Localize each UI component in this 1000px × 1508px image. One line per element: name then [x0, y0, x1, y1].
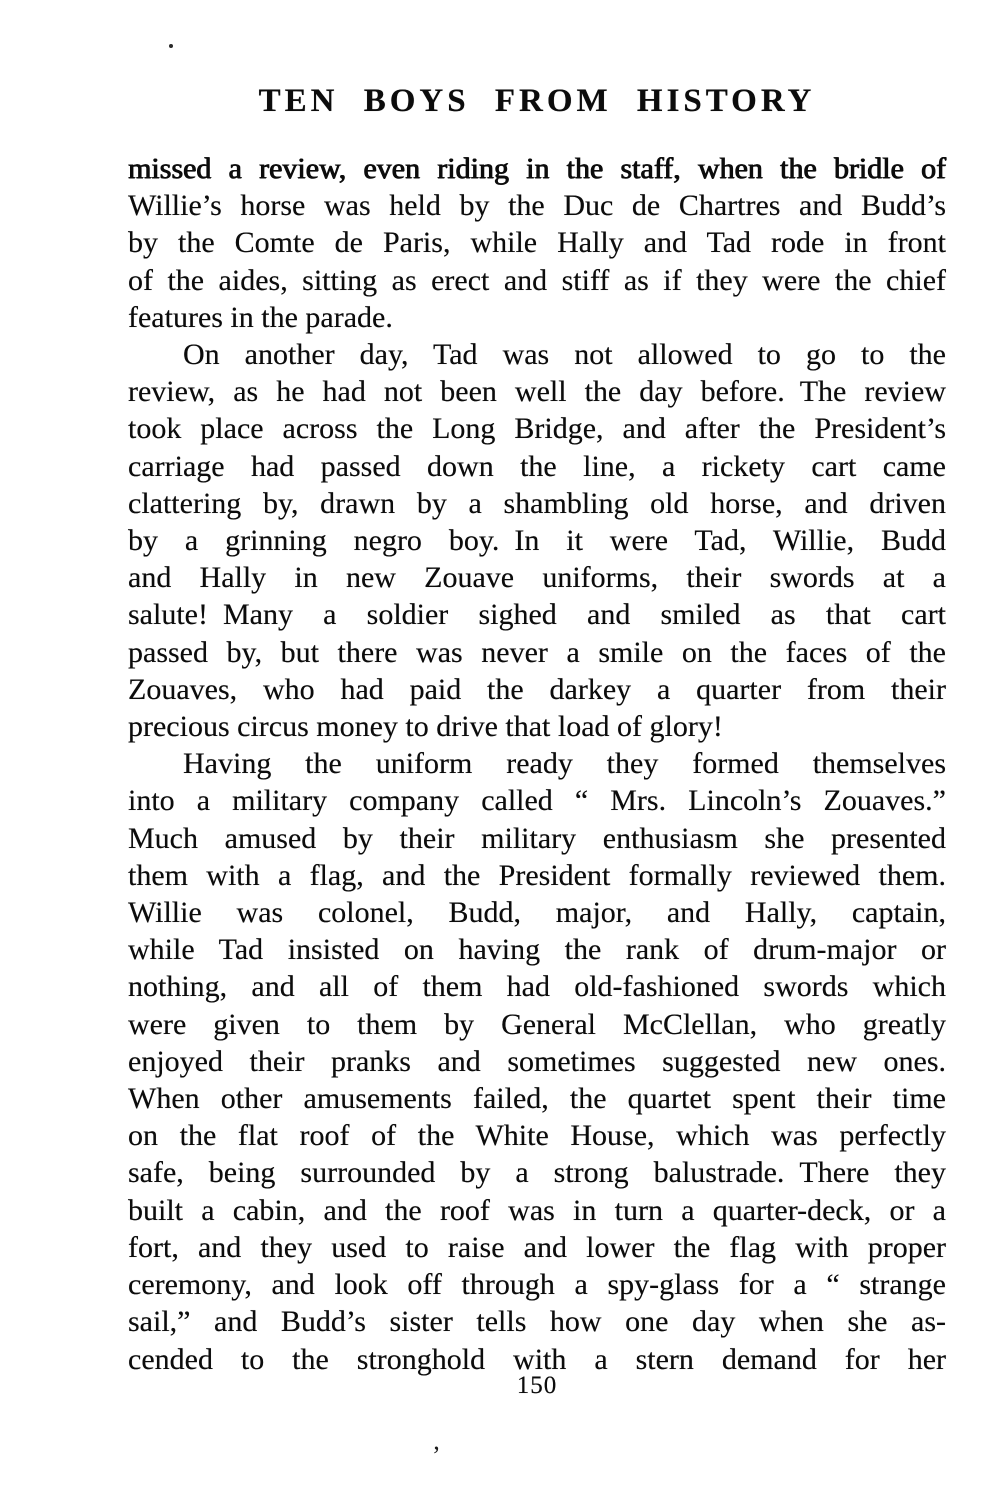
ink-speck	[169, 44, 173, 48]
text-block	[128, 150, 946, 1378]
text-line: by the Comte de Paris, while Hally and Tad rode in front	[128, 226, 946, 260]
text-line: On another day, Tad was not allowed to go to the	[183, 338, 946, 372]
stray-comma-mark: ’	[432, 1441, 441, 1470]
text-line: Willie was colonel, Budd, major, and Hally, captain,	[128, 896, 946, 930]
text-line: precious circus money to drive that load of glory!	[128, 710, 723, 744]
text-line: Zouaves, who had paid the darkey a quarter from their	[128, 672, 946, 706]
paragraph	[128, 150, 946, 336]
paragraph	[128, 745, 946, 1377]
text-line: while Tad insisted on having the rank of drum-major or	[128, 933, 946, 967]
text-line: were given to them by General McClellan, who greatly	[128, 1007, 946, 1041]
text-line: safe, being surrounded by a strong balustrade. There they	[128, 1156, 946, 1190]
text-line: built a cabin, and the roof was in turn a quarter-deck, or a	[128, 1193, 946, 1227]
text-line: and Hally in new Zouave uniforms, their swords at a	[128, 561, 946, 595]
text-line: Willie’s horse was held by the Duc de Chartres and Budd’s	[128, 189, 946, 223]
text-line: When other amusements failed, the quartet spent their time	[128, 1082, 946, 1116]
text-line: on the flat roof of the White House, which was perfectly	[128, 1119, 946, 1153]
text-line: clattering by, drawn by a shambling old horse, and driven	[128, 486, 946, 520]
text-line: into a military company called “ Mrs. Lincoln’s Zouaves.”	[128, 784, 946, 818]
text-line: ceremony, and look off through a spy-glass for a “ strange	[128, 1268, 946, 1302]
text-line: sail,” and Budd’s sister tells how one day when she as-	[128, 1305, 946, 1339]
paragraph	[128, 336, 946, 745]
text-line: salute! Many a soldier sighed and smiled as that cart	[128, 598, 946, 632]
text-line: carriage had passed down the line, a rickety cart came	[128, 449, 946, 483]
text-line: cended to the stronghold with a stern demand for her	[128, 1342, 946, 1376]
text-line: took place across the Long Bridge, and after the President’s	[128, 412, 946, 446]
text-line: enjoyed their pranks and sometimes suggested new ones.	[128, 1044, 946, 1078]
page-number: 150	[516, 1372, 558, 1399]
text-line: by a grinning negro boy. In it were Tad, Willie, Budd	[128, 524, 946, 558]
text-line: Having the uniform ready they formed themselves	[183, 747, 946, 781]
text-line: them with a flag, and the President formally reviewed them.	[128, 858, 946, 892]
text-line: fort, and they used to raise and lower the flag with proper	[128, 1230, 946, 1264]
text-line: features in the parade.	[128, 300, 393, 334]
text-line: missed a review, even riding in the staff, when the bridle of	[128, 152, 946, 185]
text-line: nothing, and all of them had old-fashioned swords which	[128, 970, 946, 1004]
text-line: Much amused by their military enthusiasm she presented	[128, 821, 946, 855]
text-line: passed by, but there was never a smile on the faces of the	[128, 635, 946, 669]
running-head: TEN BOYS FROM HISTORY	[258, 83, 816, 119]
text-line: of the aides, sitting as erect and stiff as if they were the chief	[128, 263, 946, 297]
text-line: review, as he had not been well the day before. The review	[128, 375, 946, 409]
